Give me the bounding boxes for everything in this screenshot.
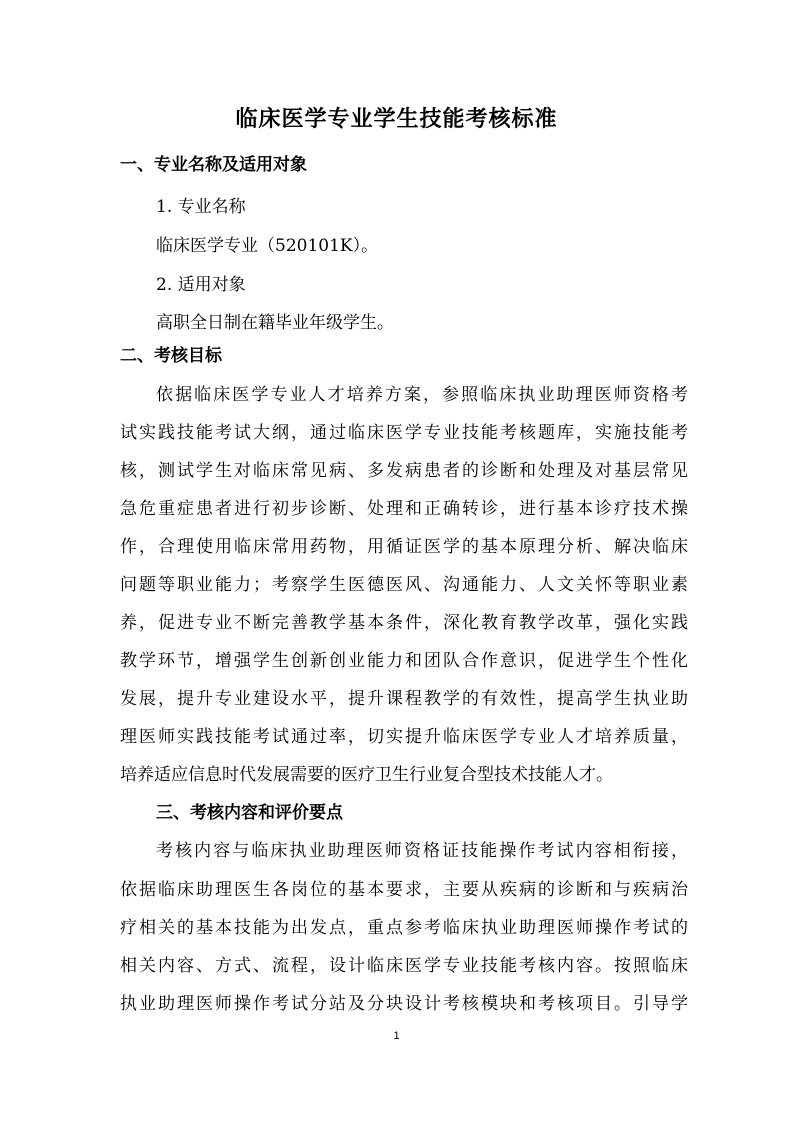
paragraph-line: 核，测试学生对临床常见病、多发病患者的诊断和处理及对基层常见 [120,461,688,481]
paragraph-line: 发展，提升专业建设水平，提升课程教学的有效性，提高学生执业助 [120,689,688,709]
paragraph-line: 培养适应信息时代发展需要的医疗卫生行业复合型技术技能人才。 [120,765,613,785]
page-number: 1 [393,1030,400,1042]
paragraph-line: 教学环节，增强学生创新创业能力和团队合作意识，促进学生个性化 [120,651,688,671]
paragraph-line: 试实践技能考试大纲，通过临床医学专业技能考核题库，实施技能考 [120,423,688,443]
item1-label: 1. 专业名称 [156,197,246,217]
item1-text: 临床医学专业（520101K）。 [156,236,379,256]
section-heading-2: 二、考核目标 [120,346,222,366]
paragraph-line: 考核内容与临床执业助理医师资格证技能操作考试内容相衔接， [156,841,688,861]
paragraph-line: 作，合理使用临床常用药物，用循证医学的基本原理分析、解决临床 [120,537,688,557]
section-heading-1: 一、专业名称及适用对象 [120,155,307,175]
paragraph-line: 依据临床医学专业人才培养方案，参照临床执业助理医师资格考 [156,385,688,405]
paragraph-line: 依据临床助理医生各岗位的基本要求，主要从疾病的诊断和与疾病治 [120,880,688,900]
section-heading-3: 三、考核内容和评价要点 [156,803,343,823]
paragraph-line: 疗相关的基本技能为出发点，重点参考临床执业助理医师操作考试的 [120,918,688,938]
paragraph-line: 执业助理医师操作考试分站及分块设计考核模块和考核项目。引导学 [120,994,688,1014]
item2-label: 2. 适用对象 [156,275,246,295]
paragraph-line: 问题等职业能力；考察学生医德医风、沟通能力、人文关怀等职业素 [120,575,688,595]
document-title: 临床医学专业学生技能考核标准 [235,107,558,132]
paragraph-line: 养，促进专业不断完善教学基本条件，深化教育教学改革，强化实践 [120,613,688,633]
paragraph-line: 理医师实践技能考试通过率，切实提升临床医学专业人才培养质量， [120,727,688,747]
item2-text: 高职全日制在籍毕业年级学生。 [156,313,394,333]
paragraph-line: 相关内容、方式、流程，设计临床医学专业技能考核内容。按照临床 [120,956,688,976]
paragraph-line: 急危重症患者进行初步诊断、处理和正确转诊，进行基本诊疗技术操 [120,499,688,519]
